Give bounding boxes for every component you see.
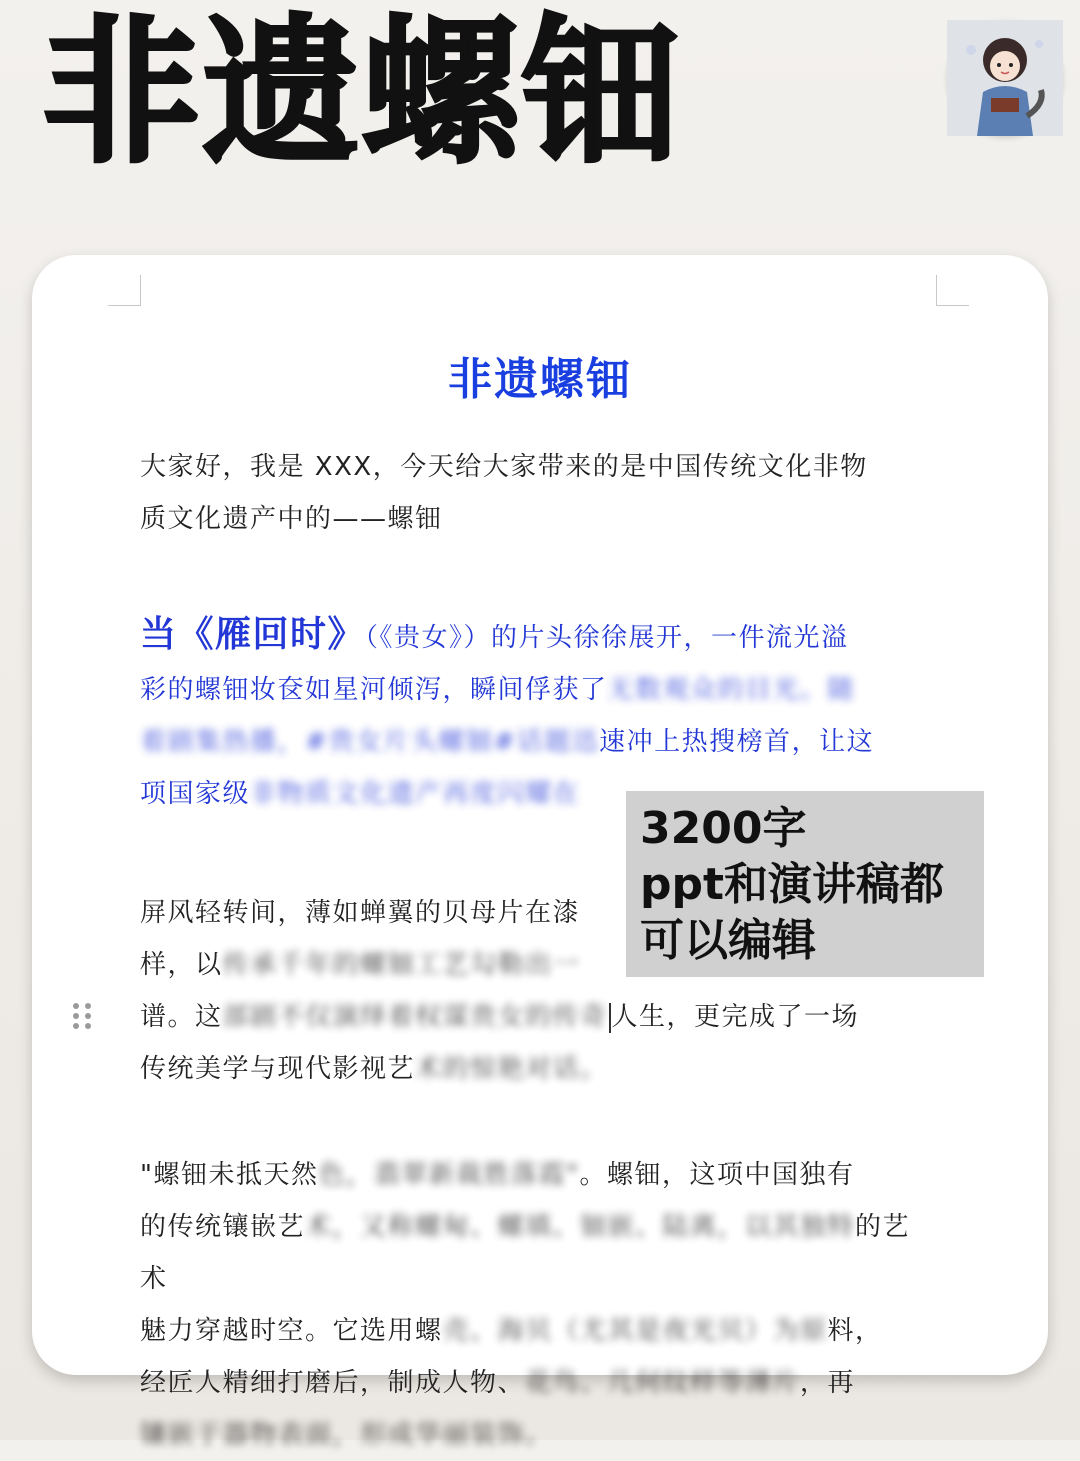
intro-line: 大家好，我是 XXX，今天给大家带来的是中国传统文化非物 bbox=[140, 452, 868, 482]
intro-line: 质文化遗产中的——螺钿 bbox=[140, 504, 443, 534]
blurred-text: 着剧集热播，#贵女片头螺钿#话题迅 bbox=[140, 727, 600, 757]
overlay-line-3: 可以编辑 bbox=[640, 915, 816, 966]
text-span: 。螺钿，这项中国独有 bbox=[579, 1160, 855, 1190]
text-span: 人生，更完成了一场 bbox=[611, 1002, 860, 1032]
paragraph-4[interactable] bbox=[140, 1149, 936, 1461]
text-span: 样，以 bbox=[140, 950, 223, 980]
big-title: 非遗螺钿 bbox=[42, 1, 682, 185]
crop-mark-top-right bbox=[936, 275, 969, 306]
text-span: 魅力穿越时空。它选用螺 bbox=[140, 1316, 443, 1346]
text-span: 经匠人精细打磨后，制成人物、 bbox=[140, 1368, 526, 1398]
blurred-text: 无数观众的目光。随 bbox=[607, 675, 856, 705]
blurred-text: 色，翡翠新裁胜落霞" bbox=[318, 1160, 580, 1190]
blurred-text: 壳、海贝（尤其是夜光贝）为原 bbox=[442, 1316, 828, 1346]
girl-reading-avatar-icon bbox=[947, 20, 1063, 136]
paragraph-2[interactable] bbox=[140, 609, 936, 820]
text-span: 屏风轻转间，薄如蝉翼的贝母片在漆 bbox=[140, 898, 581, 928]
blurred-text: 非物质文化遗产再度闪耀在 bbox=[250, 779, 581, 809]
text-span: 的传统镶嵌艺 bbox=[140, 1212, 306, 1242]
drama-title-quote: 当《雁回时》 bbox=[140, 614, 366, 655]
text-span: 彩的螺钿妆奁如星河倾泻，瞬间俘获了 bbox=[140, 675, 608, 705]
text-cursor bbox=[609, 1003, 611, 1033]
blurred-text: 传承千年的螺钿工艺勾勒出一 bbox=[222, 950, 581, 980]
intro-paragraph[interactable] bbox=[140, 441, 936, 545]
text-span: ，再 bbox=[800, 1368, 856, 1398]
text-span: 传统美学与现代影视艺 bbox=[140, 1054, 416, 1084]
blurred-text: 术的惊艳对话。 bbox=[415, 1054, 608, 1084]
text-span: 的艺术 bbox=[140, 1212, 911, 1294]
text-span: 速冲上热搜榜首，让这 bbox=[599, 727, 875, 757]
text-span: 谱。这 bbox=[140, 1002, 223, 1032]
crop-mark-top-left bbox=[108, 275, 141, 306]
text-span: 料， bbox=[827, 1316, 883, 1346]
blurred-text: 花鸟、几何纹样等薄片 bbox=[525, 1368, 801, 1398]
blurred-text: 部剧不仅演绎着权谋贵女的传奇 bbox=[222, 1002, 608, 1032]
blurred-text: 镶嵌于器物表面，形成华丽装饰。 bbox=[140, 1420, 553, 1450]
text-span: （《贵女》）的片头徐徐展开，一件流光溢 bbox=[365, 623, 849, 653]
text-span: 项国家级 bbox=[140, 779, 251, 809]
drag-handle-icon[interactable] bbox=[70, 1001, 94, 1031]
overlay-word-count: 3200字 bbox=[640, 803, 807, 854]
document-title: 非遗螺钿 bbox=[448, 354, 632, 405]
overlay-line-2: ppt和演讲稿都 bbox=[640, 859, 945, 910]
promo-overlay bbox=[626, 791, 984, 977]
blurred-text: 术，又称螺甸、螺填、钿嵌、陆离，以其独特 bbox=[305, 1212, 856, 1242]
text-span: "螺钿未抵天然 bbox=[140, 1160, 319, 1190]
